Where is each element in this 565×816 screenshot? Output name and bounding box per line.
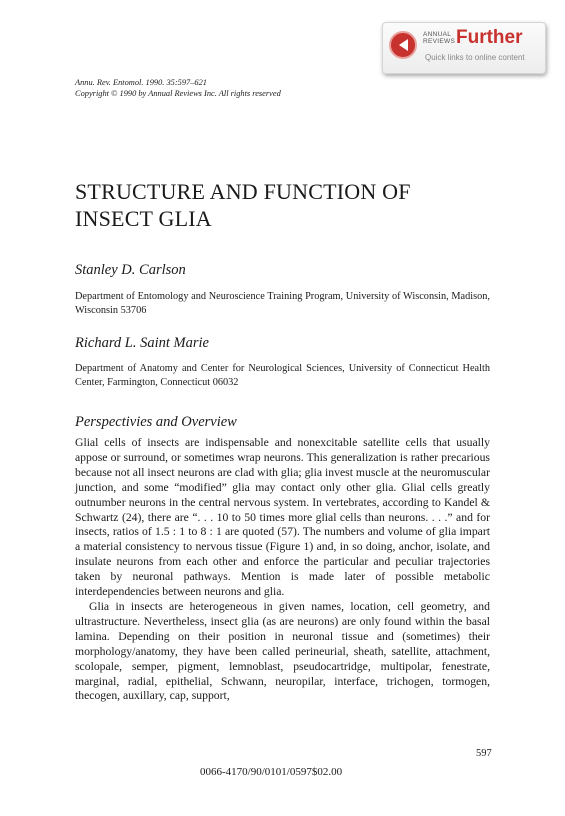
author-affiliation-1: Department of Entomology and Neuroscience Training Program, University of Wisconsin, Madison, Wisconsin 53706: [75, 291, 490, 316]
badge-annual-text: ANNUAL: [423, 31, 452, 38]
journal-citation: Annu. Rev. Entomol. 1990. 35:597–621: [75, 78, 207, 87]
author-affiliation-2: Department of Anatomy and Center for Neurological Sciences, University of Connecticut Health Center, Farmington, Connecticut 06032: [75, 363, 490, 388]
back-arrow-icon: [389, 31, 417, 59]
paragraph-2: Glia in insects are heterogeneous in given names, location, cell geometry, and ultrastructure. Nevertheless, insect glia (as are neurons) are only found within the basal lamina. Depending on their position in neuronal tissue and (sometimes) their morphology/anatomy, they have been called perineurial, sheath, satellite, attachment, scolopale, semper, pigment, lemnoblast, pseudocartridge, multipolar, fenestrate, marginal, radial, epithelial, Schwann, neuropilar, interface, trichogen, tormogen, thecogen, auxillary, cap, support,: [75, 599, 490, 703]
article-title: [75, 178, 411, 232]
page-number: 597: [476, 748, 492, 759]
section-heading: Perspectivies and Overview: [75, 414, 237, 430]
badge-publisher: [423, 31, 455, 45]
title-line-2: INSECT GLIA: [75, 206, 212, 231]
journal-citation-block: [75, 77, 281, 99]
author-name-1: Stanley D. Carlson: [75, 262, 186, 278]
badge-tagline: Quick links to online content: [425, 53, 525, 62]
badge-further-text: Further: [456, 27, 523, 48]
title-line-1: STRUCTURE AND FUNCTION OF: [75, 179, 411, 204]
badge-reviews-text: REVIEWS: [423, 38, 456, 45]
issn-line: 0066-4170/90/0101/0597$02.00: [200, 766, 343, 778]
paragraph-1: Glial cells of insects are indispensable and nonexcitable satellite cells that usually appose or surround, or sometimes wrap neurons. This generalization is rather precarious because not all insect neurons are clad with glia; glia invest muscle at the neuromuscular junction, and some “modified” glia may contact only other glia. Glial cells greatly outnumber neurons in the central nervous system. In vertebrates, according to Kandel & Schwartz (24), there are “. . . 10 to 50 times more glial cells than neurons. . . .” and for insects, ratios of 1.5 : 1 to 8 : 1 are quoted (57). The numbers and volume of glia impart a material consistency to nervous tissue (Figure 1) and, in so doing, anchor, isolate, and insulate neurons from each other and enforce the particular and peculiar trajectories taken by neuronal pathways. Mention is made later of possible metabolic interdependencies between neurons and glia.: [75, 436, 490, 599]
author-name-2: Richard L. Saint Marie: [75, 335, 209, 351]
body-text: [75, 436, 490, 704]
copyright-line: Copyright © 1990 by Annual Reviews Inc. All rights reserved: [75, 89, 281, 98]
further-badge[interactable]: [382, 22, 546, 74]
